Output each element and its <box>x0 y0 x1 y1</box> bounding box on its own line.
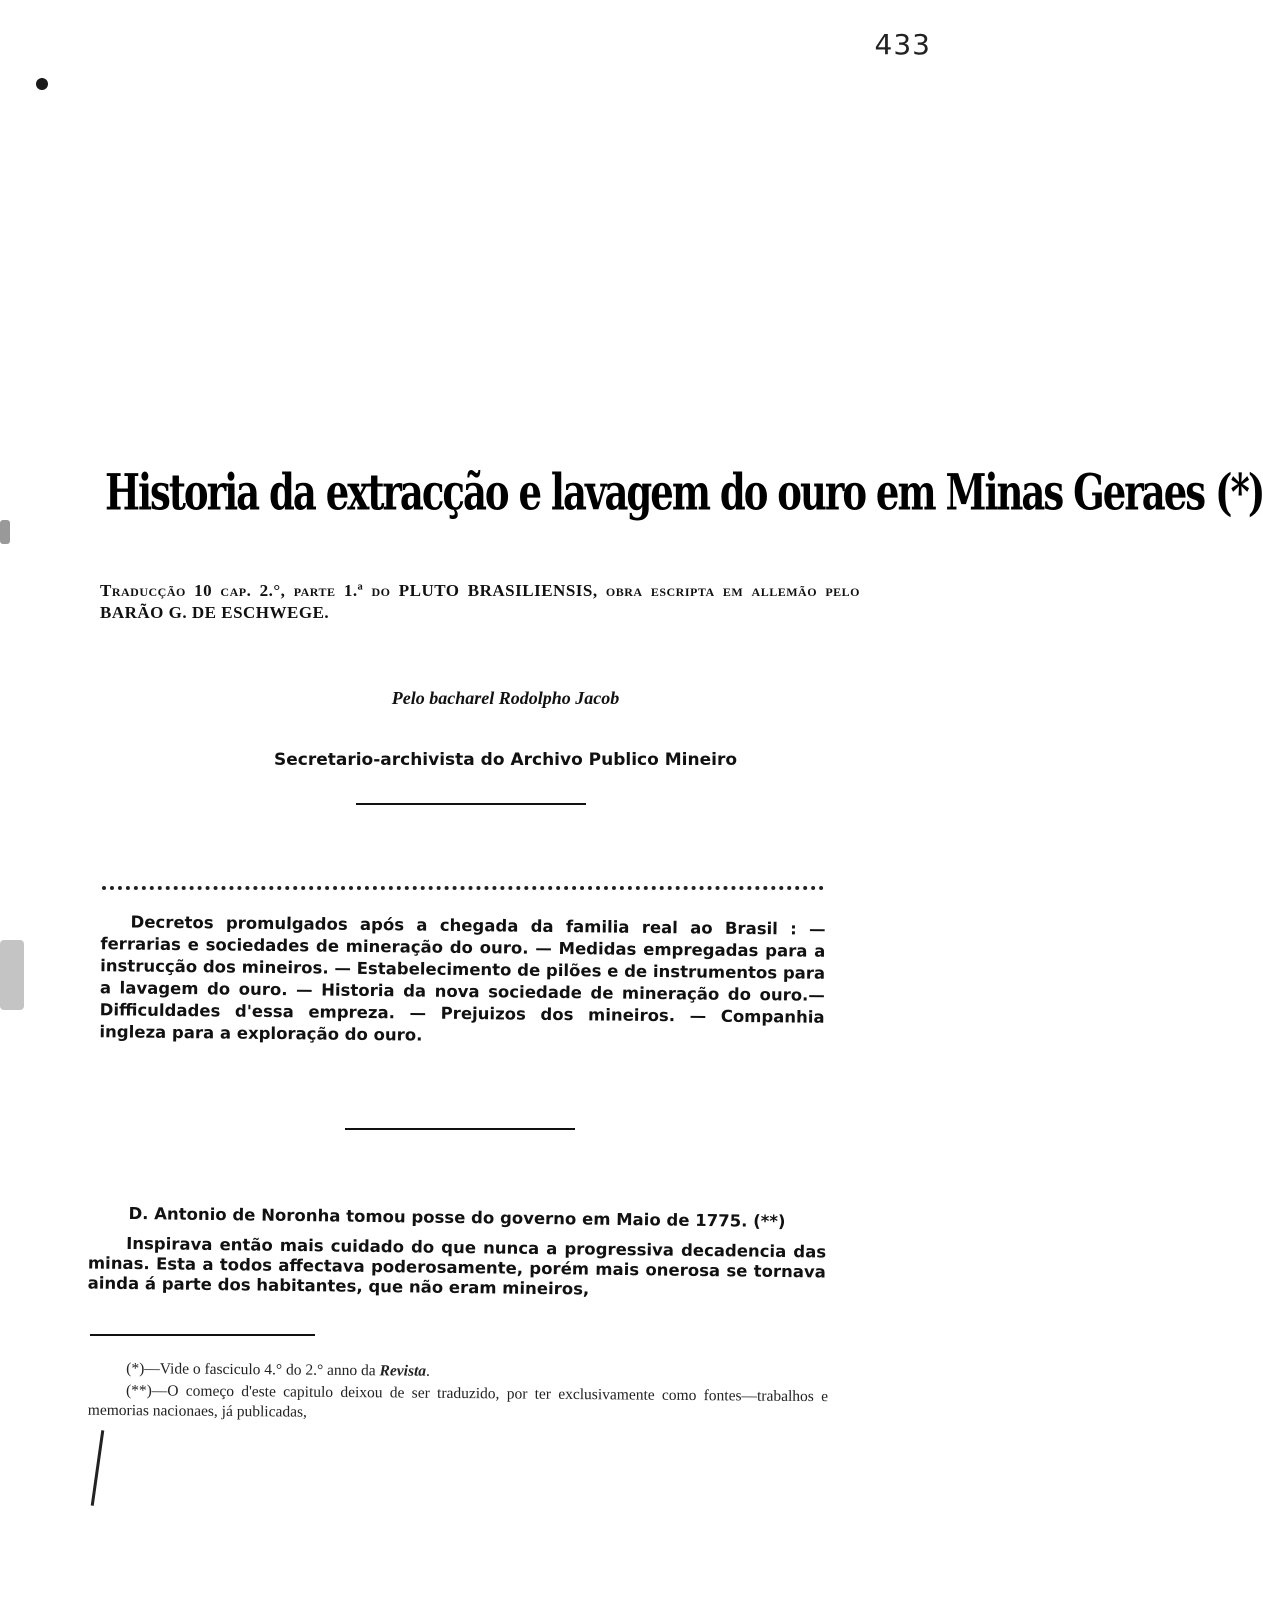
edge-stain <box>0 940 24 1010</box>
author-line: Pelo bacharel Rodolpho Jacob <box>391 688 620 708</box>
footnote-suffix: . <box>426 1362 431 1380</box>
separator-rule <box>345 1128 575 1130</box>
separator-rule <box>356 803 586 805</box>
footnote-reference: Revista <box>379 1362 427 1380</box>
page-number: 433 <box>874 28 931 61</box>
edge-stain <box>0 520 10 544</box>
body-text <box>87 1203 826 1312</box>
footnote-text: —O começo d'este capitulo deixou de ser traduzido, por ter exclusivamente como fontes—trabalhos e memorias nacionaes, já publicadas, <box>87 1382 829 1421</box>
body-paragraph: D. Antonio de Noronha tomou posse do governo em Maio de 1775. (**) <box>128 1203 786 1232</box>
author-role: Secretario-archivista do Archivo Publico Mineiro <box>273 750 738 770</box>
article-subtitle: Traducção 10 cap. 2.°, parte 1.ª do PLUTO BRASILIENSIS, obra escripta em allemão pelo BARÃO G. DE ESCHWEGE. <box>100 581 860 622</box>
article-title: Historia da extracção e lavagem do ouro em Minas Geraes (*) <box>105 462 1263 522</box>
footnote-mark: (*) <box>126 1360 145 1378</box>
footnote-rule <box>90 1334 315 1336</box>
footnote <box>88 1381 828 1427</box>
chapter-summary: Decretos promulgados após a chegada da familia real ao Brasil : — ferrarias e sociedades de mineração do ouro. — Medidas empregadas para a instrucção dos mineiros. — Estabelecimento de pilões e de instrumentos para a lavagem do ouro. — Historia da nova sociedade de mineração do ouro.—Difficuldades d'essa empreza. — Prejuizos dos mineiros. — Companhia ingleza para a exploração do ouro. <box>99 912 826 1045</box>
pen-mark <box>91 1430 105 1506</box>
footnotes <box>88 1359 829 1429</box>
footnote-mark: (**) <box>125 1382 152 1400</box>
body-paragraph: Inspirava então mais cuidado do que nunca a progressiva decadencia das minas. Esta a todos affectava poderosamente, porém mais onerosa se tornava ainda á parte dos habitantes, que não eram mineiros, <box>87 1233 827 1299</box>
footnote-text: —Vide o fasciculo 4.° do 2.° anno da <box>144 1360 380 1380</box>
ink-dot <box>36 78 48 90</box>
dotted-separator <box>102 886 824 890</box>
